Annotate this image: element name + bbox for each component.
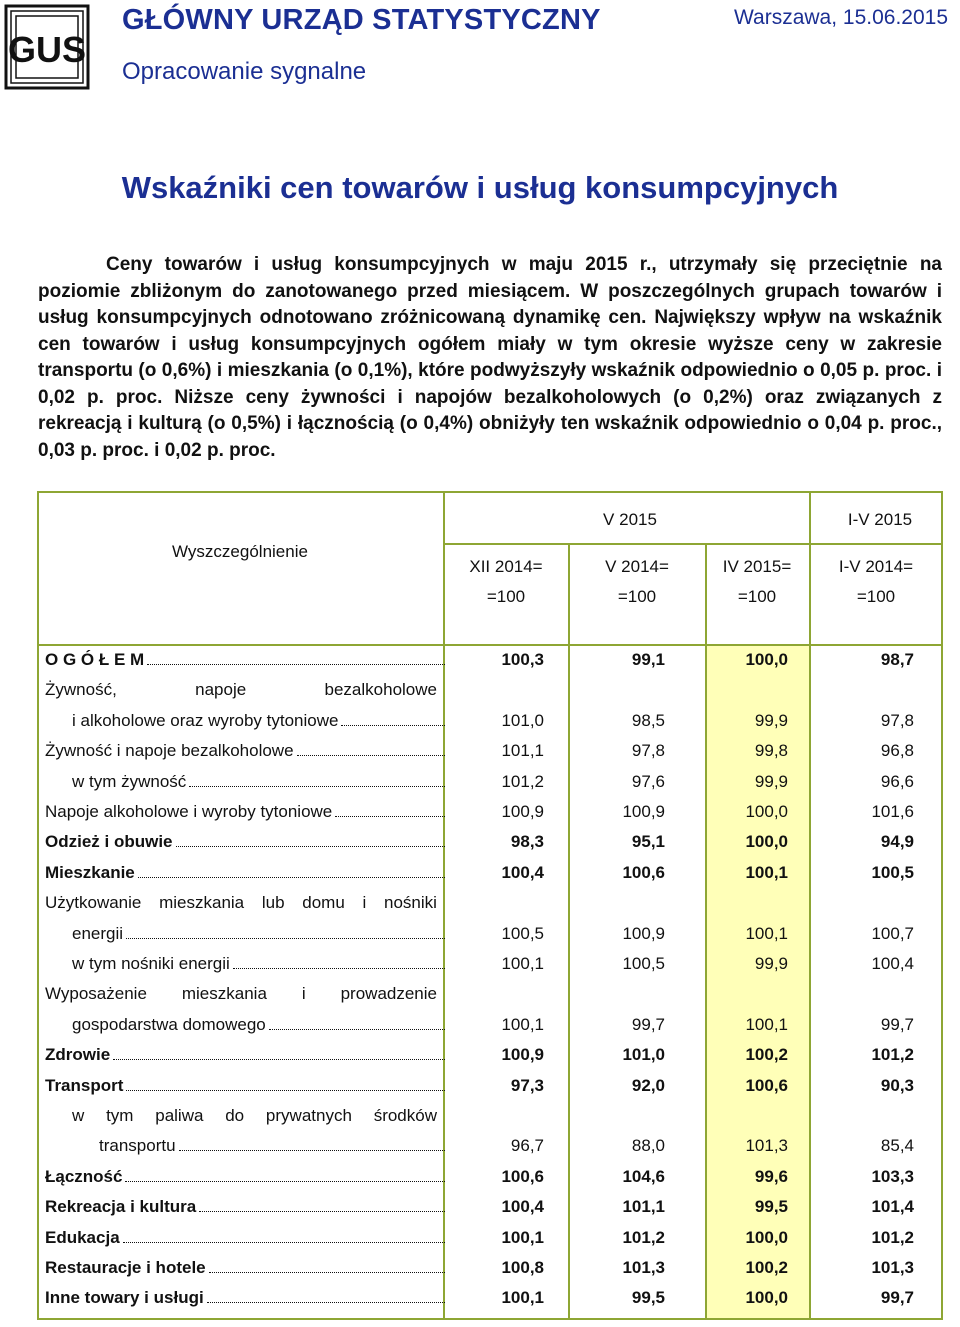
row-label [45, 675, 437, 705]
table-row [45, 736, 925, 766]
table-cell: 100,6 [501, 1166, 544, 1186]
table-cell: 101,1 [501, 741, 544, 761]
column-header-base-0 [446, 552, 566, 612]
table-cell: 100,1 [501, 1014, 544, 1034]
column-header-base-2 [707, 552, 807, 612]
table-cell: 100,3 [501, 650, 544, 669]
column-header-base-line: =100 [737, 587, 777, 606]
table-row [45, 827, 925, 857]
table-cell: 101,3 [871, 1258, 914, 1277]
table-row [45, 767, 925, 797]
dot-leader [269, 1028, 445, 1030]
table-cell: 100,9 [501, 802, 544, 821]
table-cell: 100,4 [871, 954, 914, 973]
column-header-base-line: XII 2014= [469, 557, 543, 576]
table-cell: 101,2 [871, 1227, 914, 1247]
table-row [45, 797, 925, 827]
table-row [45, 949, 925, 979]
row-label-text: i alkoholowe oraz wyroby tytoniowe [72, 710, 339, 730]
row-label-word: napoje [195, 680, 247, 700]
row-label-text: Rekreacja i kultura [45, 1197, 197, 1217]
row-label [45, 645, 445, 675]
table-cell: 100,5 [871, 862, 914, 882]
table-row [45, 1192, 925, 1222]
row-label-text: Inne towary i usługi [45, 1288, 204, 1308]
table-cell: 100,0 [745, 832, 788, 852]
table-cell: 101,2 [501, 771, 544, 791]
row-label [72, 949, 445, 979]
table-row [45, 1040, 925, 1070]
table-cell: 95,1 [631, 832, 665, 852]
dot-leader [341, 724, 445, 726]
row-label [72, 767, 445, 797]
table-row [45, 1101, 925, 1131]
dot-leader [199, 1210, 445, 1212]
table-cell: 96,6 [880, 771, 914, 791]
table-row [45, 1131, 925, 1161]
dot-leader [209, 1271, 445, 1273]
column-header-base-line: =100 [617, 587, 657, 606]
row-label-word: tym [106, 1106, 134, 1125]
row-label-text: Restauracje i hotele [45, 1258, 206, 1277]
table-row [45, 858, 925, 888]
table-cell: 99,7 [631, 1014, 665, 1034]
dot-leader [123, 1241, 445, 1243]
row-label [45, 1253, 445, 1283]
table-cell: 100,7 [871, 923, 914, 943]
table-cell: 100,0 [745, 802, 788, 821]
row-label-text: energii [72, 923, 124, 943]
row-label-text: O G Ó Ł E M [45, 650, 145, 669]
table-cell: 99,1 [631, 650, 665, 669]
table-cell: 100,6 [622, 862, 665, 882]
row-label-text: Łączność [45, 1166, 123, 1186]
table-cell: 98,3 [510, 832, 544, 852]
table-cell: 100,1 [501, 1227, 544, 1247]
table-row [45, 1010, 925, 1040]
table-cell: 101,0 [622, 1045, 665, 1065]
table-cell: 100,6 [745, 1075, 788, 1095]
table-cell: 100,1 [745, 923, 788, 943]
table-cell: 97,8 [631, 741, 665, 761]
row-label [45, 736, 445, 766]
dot-leader [335, 815, 445, 817]
dot-leader [233, 967, 445, 969]
table-cell: 97,3 [510, 1075, 544, 1095]
column-header-base-line: IV 2015= [722, 557, 792, 576]
table-cell: 100,0 [745, 1288, 788, 1308]
table-cell: 101,4 [871, 1197, 914, 1217]
table-row [45, 645, 925, 675]
column-header-base-line: =100 [486, 587, 526, 606]
table-divider [443, 543, 943, 545]
gus-logo [4, 4, 90, 90]
table-row [45, 1223, 925, 1253]
row-label [45, 1162, 445, 1192]
row-label [45, 1223, 445, 1253]
table-cell: 100,9 [501, 1045, 544, 1065]
lead-paragraph: Ceny towarów i usług konsumpcyjnych w maju 2015 r., utrzymały się przeciętnie na poziomie zbliżonym do zanotowanego przed miesiącem. W poszczególnych grupach towarów i usług konsumpcyjnych odnotowano zróżnicowaną dynamikę cen. Największy wpływ na wskaźnik cen towarów i usług konsumpcyjnych ogółem miały w tym okresie wyższe ceny w zakresie transportu (o 0,6%) i mieszkania (o 0,1%), które podwyższyły wskaźnik odpowiednio o 0,05 p. proc. i 0,02 p. proc. Niższe ceny żywności i napojów bezalkoholowych (o 0,2%) oraz związanych z rekreacją i kulturą (o 0,5%) i łącznością (o 0,4%) obniżyły ten wskaźnik odpowiednio o 0,04 p. proc., 0,03 p. proc. i 0,02 p. proc. [38, 254, 942, 461]
table-cell: 85,4 [880, 1136, 914, 1156]
table-cell: 100,4 [501, 862, 544, 882]
table-cell: 100,8 [501, 1258, 544, 1277]
agency-name: GŁÓWNY URZĄD STATYSTYCZNY [122, 4, 601, 36]
table-cell: 97,8 [880, 710, 914, 730]
table-cell: 100,5 [501, 923, 544, 943]
row-label-word: do [225, 1106, 245, 1125]
row-label-word: domu [302, 893, 345, 913]
table-cell: 100,2 [745, 1258, 788, 1277]
row-label-word: w [72, 1106, 85, 1125]
dot-leader [125, 1180, 445, 1182]
row-label-word: mieszkania [159, 893, 245, 913]
table-cell: 99,7 [880, 1288, 914, 1308]
table-cell: 99,8 [754, 741, 788, 761]
row-label-word: Żywność, [45, 680, 117, 700]
table-cell: 100,0 [745, 1227, 788, 1247]
dot-leader [176, 845, 445, 847]
row-label-text: gospodarstwa domowego [72, 1014, 266, 1034]
row-label-word: prywatnych [265, 1106, 352, 1125]
column-header-base-1 [570, 552, 704, 612]
table-cell: 100,9 [622, 802, 665, 821]
table-row [45, 1071, 925, 1101]
row-label-word: paliwa [155, 1106, 204, 1125]
row-label [72, 919, 445, 949]
table-row [45, 919, 925, 949]
table-cell: 101,2 [622, 1227, 665, 1247]
table-row [45, 675, 925, 705]
table-cell: 100,9 [622, 923, 665, 943]
row-label [45, 858, 445, 888]
row-label-word: mieszkania [181, 984, 267, 1004]
table-row [45, 1283, 925, 1313]
row-label [72, 1101, 437, 1131]
row-label-text: Edukacja [45, 1227, 120, 1247]
table-cell: 101,1 [622, 1197, 665, 1217]
table-cell: 101,2 [871, 1045, 914, 1065]
table-cell: 92,0 [631, 1075, 665, 1095]
row-label [72, 1010, 445, 1040]
table-cell: 100,4 [501, 1197, 544, 1217]
row-label-word: i [362, 893, 367, 913]
table-cell: 99,9 [754, 710, 788, 730]
row-label [72, 706, 445, 736]
column-header-base-line: =100 [856, 587, 896, 606]
table-cell: 88,0 [631, 1136, 665, 1156]
table-cell: 99,7 [880, 1014, 914, 1034]
table-cell: 98,5 [631, 710, 665, 730]
table-cell: 101,0 [501, 710, 544, 730]
row-label-word: prowadzenie [340, 984, 437, 1004]
table-row [45, 888, 925, 918]
dot-leader [189, 785, 445, 787]
table-cell: 90,3 [880, 1075, 914, 1095]
row-label-text: Transport [45, 1075, 124, 1095]
table-cell: 100,1 [501, 954, 544, 973]
dot-leader [126, 937, 445, 939]
row-label [45, 797, 445, 827]
dot-leader [207, 1301, 445, 1303]
column-header-base-3 [811, 552, 941, 612]
table-cell: 101,3 [622, 1258, 665, 1277]
table-cell: 99,5 [631, 1288, 665, 1308]
place-date: Warszawa, 15.06.2015 [733, 6, 948, 29]
table-row [45, 1253, 925, 1283]
table-row [45, 1162, 925, 1192]
row-label-word: Wyposażenie [45, 984, 147, 1004]
table-cell: 100,0 [745, 650, 788, 669]
document-type: Opracowanie sygnalne [122, 58, 367, 85]
column-header-base-line: V 2014= [605, 557, 669, 576]
dot-leader [126, 1089, 445, 1091]
table-cell: 99,5 [754, 1197, 788, 1217]
table-cell: 99,9 [754, 771, 788, 791]
row-label-word: bezalkoholowe [324, 680, 437, 700]
table-cell: 94,9 [880, 832, 914, 852]
table-row [45, 706, 925, 736]
row-label [45, 979, 437, 1009]
row-label-text: Odzież i obuwie [45, 832, 173, 852]
row-label [45, 888, 437, 918]
row-label-word: środków [373, 1106, 437, 1125]
table-cell: 100,1 [745, 1014, 788, 1034]
column-header-base-line: I-V 2014= [838, 557, 914, 576]
table-cell: 100,1 [501, 1288, 544, 1308]
row-label-word: nośniki [384, 893, 437, 913]
row-label-word: lub [261, 893, 285, 913]
column-group-i-v-2015: I-V 2015 [847, 510, 913, 529]
row-label-word: i [301, 984, 306, 1004]
table-cell: 100,1 [745, 862, 788, 882]
column-header-description: Wyszczególnienie [172, 542, 308, 561]
row-label-text: Mieszkanie [45, 862, 135, 882]
row-label-text: Zdrowie [45, 1045, 111, 1065]
table-cell: 101,6 [871, 802, 914, 821]
row-label [45, 827, 445, 857]
row-label [45, 1040, 445, 1070]
row-label [99, 1131, 445, 1161]
row-label [45, 1192, 445, 1222]
dot-leader [297, 754, 445, 756]
table-cell: 103,3 [871, 1166, 914, 1186]
dot-leader [138, 876, 445, 878]
table-cell: 96,8 [880, 741, 914, 761]
table-cell: 96,7 [510, 1136, 544, 1156]
row-label [45, 1283, 445, 1313]
dot-leader [179, 1149, 445, 1151]
row-label-text: w tym żywność [72, 771, 187, 791]
page-title: Wskaźniki cen towarów i usług konsumpcyjnych [121, 170, 839, 205]
table-cell: 98,7 [880, 650, 914, 669]
table-row [45, 979, 925, 1009]
table-cell: 99,6 [754, 1166, 788, 1186]
row-label-text: Napoje alkoholowe i wyroby tytoniowe [45, 802, 333, 821]
table-cell: 99,9 [754, 954, 788, 973]
column-group-v-2015: V 2015 [603, 510, 657, 529]
row-label [45, 1071, 445, 1101]
row-label-text: Żywność i napoje bezalkoholowe [45, 741, 294, 761]
gus-logo-text: GUS [7, 29, 87, 70]
table-cell: 104,6 [622, 1166, 665, 1186]
row-label-text: transportu [99, 1136, 176, 1156]
row-label-text: w tym nośniki energii [72, 954, 230, 973]
table-cell: 100,2 [745, 1045, 788, 1065]
table-cell: 100,5 [622, 954, 665, 973]
table-cell: 97,6 [631, 771, 665, 791]
dot-leader [113, 1058, 445, 1060]
row-label-word: Użytkowanie [45, 893, 142, 913]
table-cell: 101,3 [745, 1136, 788, 1156]
dot-leader [147, 663, 445, 665]
